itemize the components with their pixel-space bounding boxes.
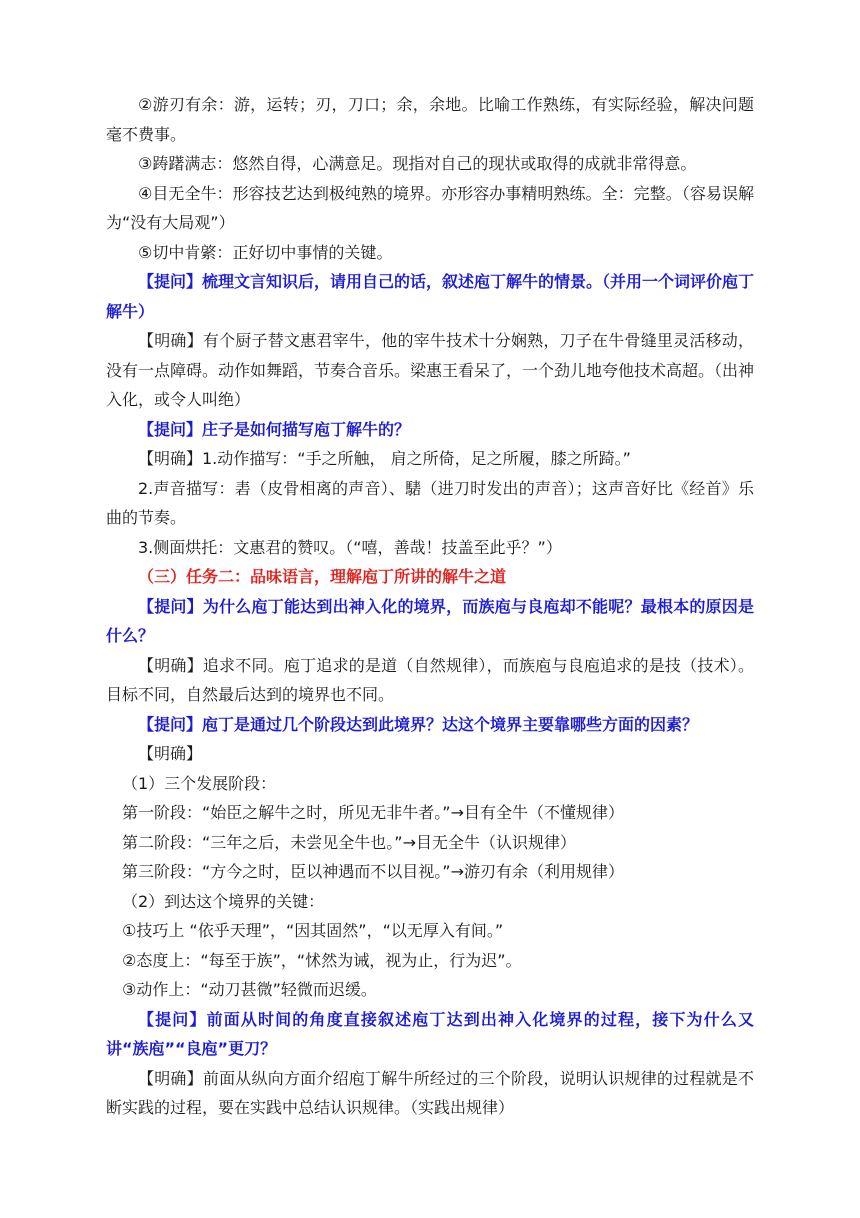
stage-two: 第二阶段：“三年之后，未尝见全牛也。”→目无全牛（认识规律） bbox=[122, 832, 576, 852]
para-idiom-chouchu: ③踌躇满志：悠然自得，心满意足。现指对自己的现状或取得的成就非常得意。 bbox=[138, 154, 697, 173]
answer-why: 【明确】追求不同。庖丁追求的是道（自然规律），而族庖与良庖追求的是技（技术）。目标不同，自然最后达到的境界也不同。 bbox=[106, 655, 754, 704]
para-idiom-youren: ②游刃有余：游，运转；刃，刀口；余，余地。比喻工作熟练，有实际经验，解决问题毫不费事。 bbox=[106, 95, 754, 144]
section-heading-task2: （三）任务二：品味语言，理解庖丁所讲的解牛之道 bbox=[138, 567, 507, 586]
stage-three: 第三阶段：“方今之时，臣以神遇而不以目视。”→游刃有余（利用规律） bbox=[122, 862, 624, 881]
answer-sound: 2.声音描写：砉（皮骨相离的声音）、騞（进刀时发出的声音）；这声音好比《经首》乐曲的节奏。 bbox=[106, 478, 754, 527]
answer-side: 3.侧面烘托：文惠君的赞叹。（“嘻，善哉！技盖至此乎？”） bbox=[138, 537, 562, 557]
key-attitude: ②态度上：“每至于族”，“怵然为诫，视为止，行为迟”。 bbox=[122, 950, 522, 970]
answer-action: 【明确】1.动作描写：“手之所触， 肩之所倚，足之所履，膝之所踦。” bbox=[138, 449, 631, 468]
question-why: 【提问】为什么庖丁能达到出神入化的境界，而族庖与良庖却不能呢？最根本的原因是什么？ bbox=[106, 596, 754, 645]
keys-heading: （2）到达这个境界的关键： bbox=[122, 891, 325, 911]
key-action: ③动作上：“动刀甚微”轻微而迟缓。 bbox=[122, 980, 377, 999]
answer-practice: 【明确】前面从纵向方面介绍庖丁解牛所经过的三个阶段，说明认识规律的过程就是不断实践的过程，要在实践中总结认识规律。（实践出规律） bbox=[106, 1068, 754, 1117]
para-idiom-qiezhong: ⑤切中肯綮：正好切中事情的关键。 bbox=[138, 242, 393, 262]
question-zupao-liangpao: 【提问】前面从时间的角度直接叙述庖丁达到出神入化境界的过程，接下为什么又讲“族庖”“良庖”更刀？ bbox=[106, 1009, 754, 1058]
question-stages: 【提问】庖丁是通过几个阶段达到此境界？达这个境界主要靠哪些方面的因素？ bbox=[138, 714, 699, 734]
question-retell: 【提问】梳理文言知识后，请用自己的话，叙述庖丁解牛的情景。（并用一个词评价庖丁解牛） bbox=[106, 272, 755, 321]
key-skill: ①技巧上 “依乎天理”，“因其固然”，“以无厚入有间。” bbox=[122, 921, 504, 940]
question-description: 【提问】庄子是如何描写庖丁解牛的？ bbox=[138, 419, 411, 439]
stage-one: 第一阶段：“始臣之解牛之时，所见无非牛者。”→目有全牛（不懂规律） bbox=[122, 803, 624, 822]
answer-retell: 【明确】有个厨子替文惠君宰牛，他的宰牛技术十分娴熟，刀子在牛骨缝里灵活移动，没有一点障碍。动作如舞蹈，节奏合音乐。梁惠王看呆了，一个劲儿地夸他技术高超。（出神入化，或令人叫绝） bbox=[106, 331, 755, 409]
stages-heading: （1）三个发展阶段： bbox=[122, 773, 277, 793]
answer-label: 【明确】 bbox=[138, 744, 203, 763]
para-idiom-muwuquanniu: ④目无全牛：形容技艺达到极纯熟的境界。亦形容办事精明熟练。全：完整。（容易误解为“没有大局观”） bbox=[106, 183, 754, 232]
